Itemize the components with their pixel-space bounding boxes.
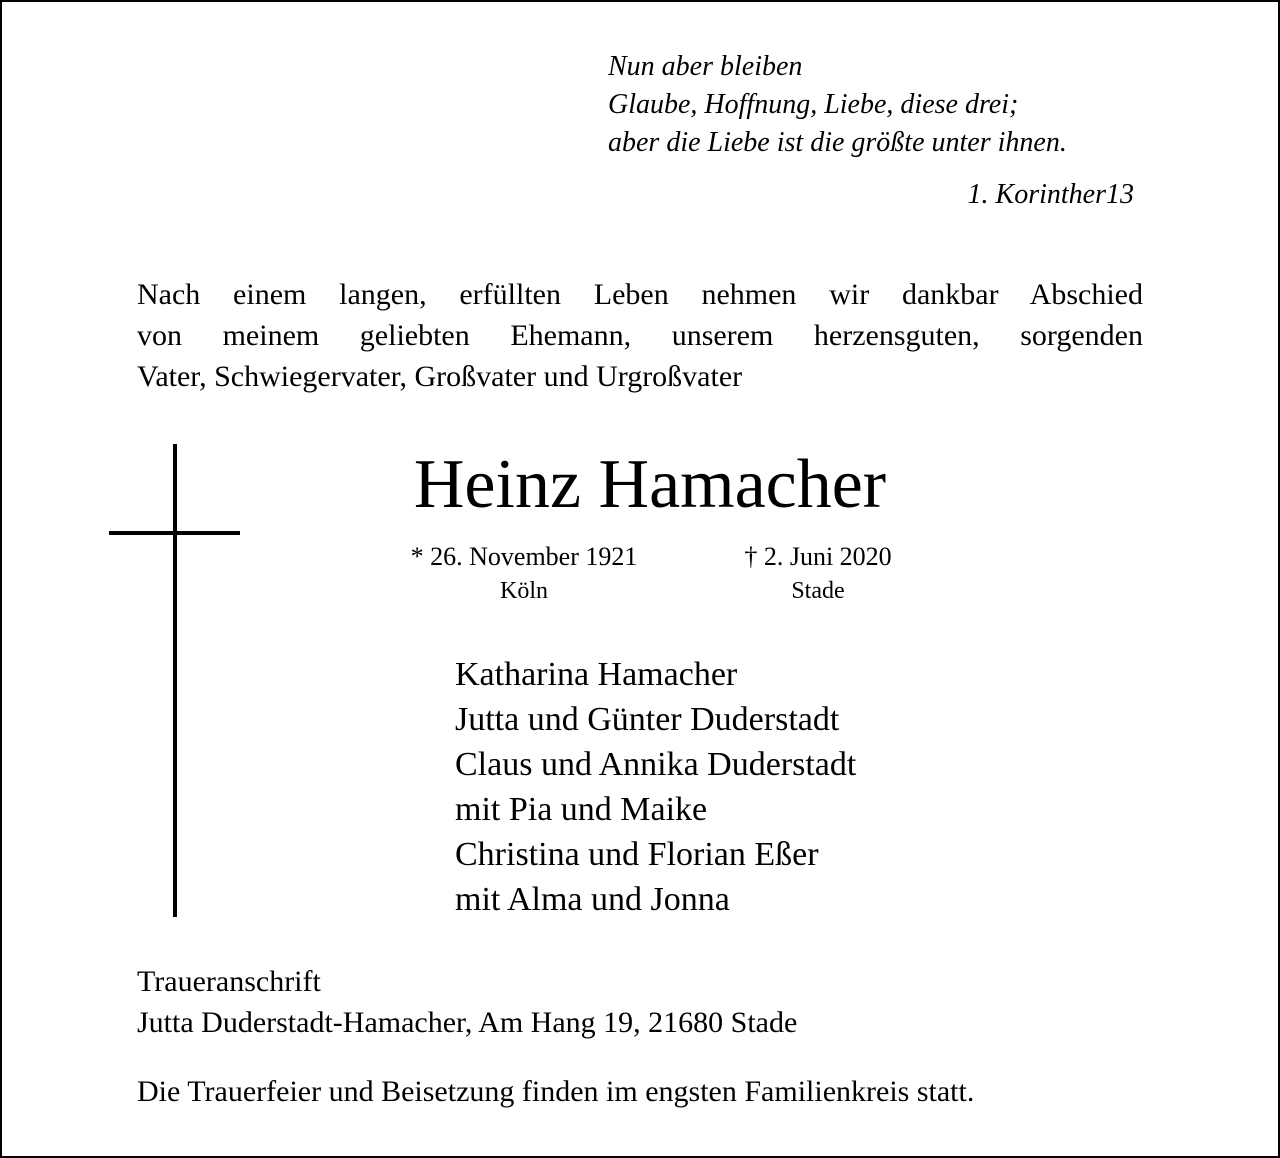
mourner-item: Claus und Annika Duderstadt [455, 746, 857, 783]
death-place: Stade [791, 578, 845, 604]
intro-line: Vater, Schwiegervater, Großvater und Urgroßvater [137, 360, 743, 393]
birth-date: * 26. November 1921 [410, 542, 638, 571]
closing-note: Die Trauerfeier und Beisetzung finden im engsten Familienkreis statt. [137, 1075, 975, 1108]
mourner-item: mit Alma und Jonna [455, 881, 730, 918]
intro-line: von meinem geliebten Ehemann, unserem herzensguten, sorgenden [137, 319, 1143, 352]
quote-line: Glaube, Hoffnung, Liebe, diese drei; [608, 89, 1019, 120]
intro-line: Nach einem langen, erfüllten Leben nehmen wir dankbar Abschied [137, 278, 1143, 311]
quote-line: aber die Liebe ist die größte unter ihnen. [608, 127, 1067, 158]
intro-text [137, 274, 1143, 397]
mourner-item: Jutta und Günter Duderstadt [455, 701, 840, 738]
cross-horizontal-bar [109, 531, 240, 535]
address-line: Jutta Duderstadt-Hamacher, Am Hang 19, 21680 Stade [137, 1006, 798, 1039]
birth-place: Köln [500, 578, 548, 604]
address-label: Traueranschrift [137, 965, 321, 998]
death-info [658, 540, 978, 608]
cross-vertical-bar [173, 444, 177, 917]
quote-source: 1. Korinther13 [967, 179, 1134, 210]
mourner-item: mit Pia und Maike [455, 791, 708, 828]
death-date: † 2. Juni 2020 [744, 542, 892, 571]
birth-info [364, 540, 684, 608]
quote-line: Nun aber bleiben [608, 51, 803, 82]
mourners-list [455, 652, 1055, 922]
bible-quote [608, 48, 1168, 162]
mourner-item: Katharina Hamacher [455, 656, 738, 693]
mourner-item: Christina und Florian Eßer [455, 836, 819, 873]
deceased-name: Heinz Hamacher [413, 446, 887, 523]
